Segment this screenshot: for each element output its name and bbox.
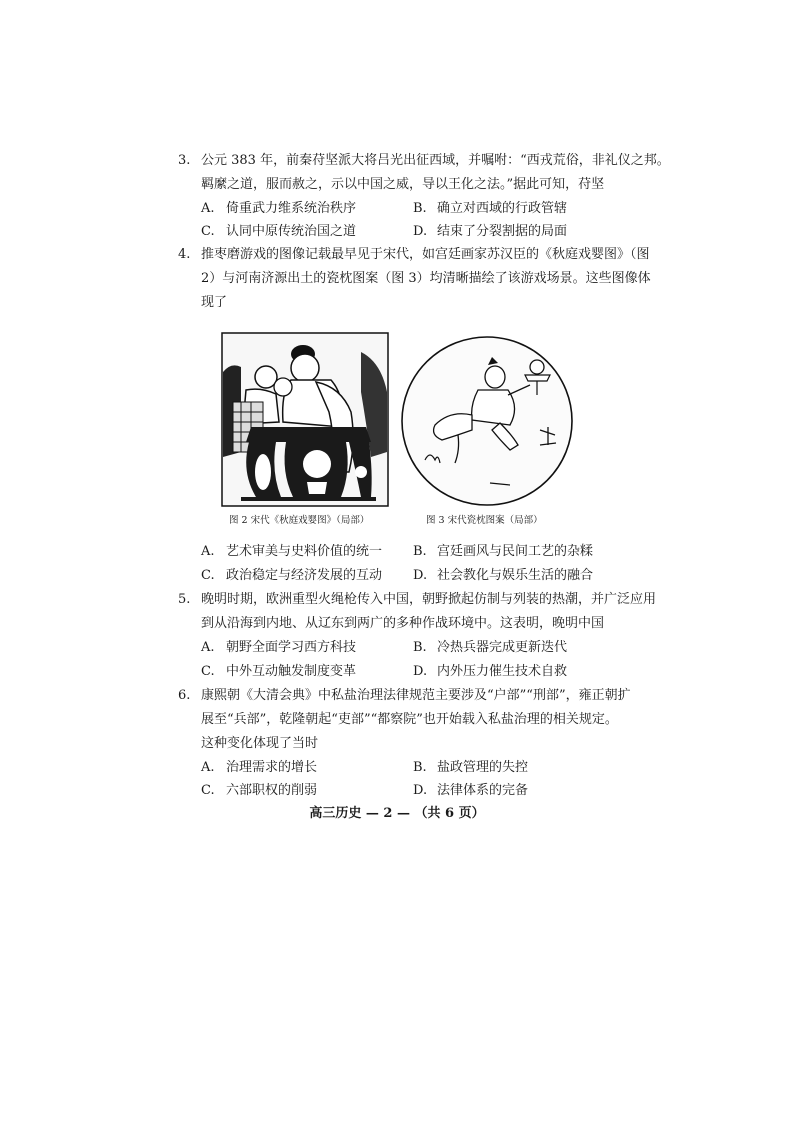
question-text-line: 羁縻之道，服而赦之，示以中国之威，导以王化之法。”据此可知，苻坚 xyxy=(201,177,605,192)
option-text: 六部职权的削弱 xyxy=(226,783,318,798)
question-text-line: 2）与河南济源出土的瓷枕图案（图 3）均清晰描绘了该游戏场景。这些图像体 xyxy=(201,271,651,286)
question-text-line: 这种变化体现了当时 xyxy=(201,736,319,751)
option-letter: A. xyxy=(201,760,215,775)
page-footer: 高三历史 — 2 — （共 6 页） xyxy=(309,806,485,821)
option-text: 治理需求的增长 xyxy=(226,760,318,775)
option-text: 政治稳定与经济发展的互动 xyxy=(226,568,383,583)
option-text: 倚重武力维系统治秩序 xyxy=(226,201,357,216)
option-letter: D. xyxy=(413,224,428,239)
figure-2-painting xyxy=(221,332,389,507)
painting-children-playing-icon xyxy=(221,332,389,507)
question-text-line: 公元 383 年，前秦苻坚派大将吕光出征西域，并嘱咐：“西戎荒俗，非礼仪之邦。 xyxy=(201,153,670,168)
question-number: 4. xyxy=(178,247,191,262)
option-letter: B. xyxy=(413,760,427,775)
option-letter: C. xyxy=(201,664,215,679)
option-text: 艺术审美与史料价值的统一 xyxy=(226,544,383,559)
option-letter: A. xyxy=(201,201,215,216)
option-letter: B. xyxy=(413,544,427,559)
option-text: 社会教化与娱乐生活的融合 xyxy=(437,568,594,583)
question-text-line: 康熙朝《大清会典》中私盐治理法律规范主要涉及“户部”“刑部”，雍正朝扩 xyxy=(201,688,631,703)
option-letter: A. xyxy=(201,640,215,655)
option-text: 结束了分裂割据的局面 xyxy=(437,224,568,239)
option-text: 中外互动触发制度变革 xyxy=(226,664,357,679)
option-letter: C. xyxy=(201,568,215,583)
option-letter: D. xyxy=(413,568,428,583)
question-number: 5. xyxy=(178,592,191,607)
option-letter: A. xyxy=(201,544,215,559)
question-text-line: 到从沿海到内地、从辽东到两广的多种作战环境中。这表明，晚明中国 xyxy=(201,616,605,631)
porcelain-pillow-pattern-icon xyxy=(400,335,575,507)
option-letter: B. xyxy=(413,201,427,216)
option-letter: B. xyxy=(413,640,427,655)
option-text: 盐政管理的失控 xyxy=(437,760,529,775)
option-text: 法律体系的完备 xyxy=(437,783,529,798)
question-number: 3. xyxy=(178,153,191,168)
option-letter: C. xyxy=(201,224,215,239)
option-letter: C. xyxy=(201,783,215,798)
figure-3-pillow-pattern xyxy=(400,335,575,507)
option-text: 冷热兵器完成更新迭代 xyxy=(437,640,568,655)
option-letter: D. xyxy=(413,783,428,798)
option-text: 内外压力催生技术自救 xyxy=(437,664,568,679)
option-text: 认同中原传统治国之道 xyxy=(226,224,357,239)
figure-3-caption: 图 3 宋代瓷枕图案（局部） xyxy=(426,515,543,526)
option-letter: D. xyxy=(413,664,428,679)
figure-2-caption: 图 2 宋代《秋庭戏婴图》（局部） xyxy=(229,515,370,526)
option-text: 确立对西域的行政管辖 xyxy=(437,201,568,216)
question-number: 6. xyxy=(178,688,191,703)
question-text-line: 现了 xyxy=(201,295,228,310)
question-text-line: 推枣磨游戏的图像记载最早见于宋代，如宫廷画家苏汉臣的《秋庭戏婴图》（图 xyxy=(201,247,650,262)
option-text: 宫廷画风与民间工艺的杂糅 xyxy=(437,544,594,559)
question-text-line: 晚明时期，欧洲重型火绳枪传入中国，朝野掀起仿制与列装的热潮，并广泛应用 xyxy=(201,592,657,607)
option-text: 朝野全面学习西方科技 xyxy=(226,640,357,655)
question-text-line: 展至“兵部”，乾隆朝起“吏部”“都察院”也开始载入私盐治理的相关规定。 xyxy=(201,712,618,727)
